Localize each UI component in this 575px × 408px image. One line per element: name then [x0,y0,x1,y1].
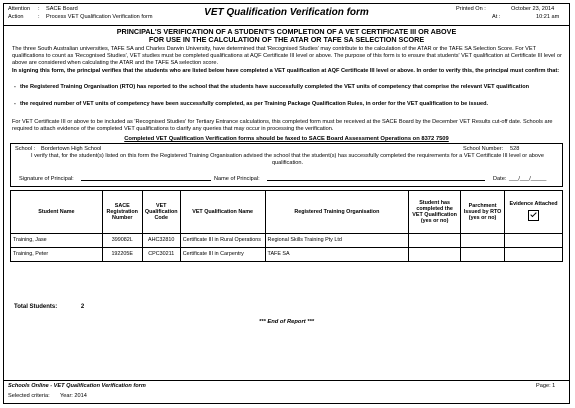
action-label: Action [8,14,24,20]
cell-rto: Regional Skills Training Pty Ltd [265,234,409,248]
report-header [4,4,569,24]
cell-evidence[interactable] [505,234,563,248]
school-name: Bordertown High School [41,146,102,152]
bullet-text: the Registered Training Organisation (RTO) has reported to the school that the students have successfully completed the VET units of competency that comprise the relevant VET qualification [20,84,530,90]
total-students [14,304,84,311]
col-vet-code: VET Qualification Code [142,191,180,234]
cell-vet-code: AHC32810 [142,234,180,248]
at-label: At : [492,14,501,20]
printed-time: 10:21 am [536,14,560,20]
bullet-item-units [14,101,560,108]
cell-rto: TAFE SA [265,248,409,262]
bullet-text: the required number of VET units of competency have been successfully completed, as per Training Package Qualification Rules, in order for the VET qualification to be issued. [20,101,489,107]
attention-colon: : [38,6,40,12]
footer-criteria-value: Year: 2014 [60,393,87,399]
cell-completed[interactable] [409,234,461,248]
table-header-row [11,191,563,234]
school-number: 528 [510,146,520,152]
cell-student-name: Training, Peter [11,248,103,262]
fax-instruction [4,136,569,143]
header-divider [4,25,569,26]
cell-completed[interactable] [409,248,461,262]
evidence-checkbox-icon[interactable] [528,210,539,221]
heading-line-1: PRINCIPAL'S VERIFICATION OF A STUDENT'S COMPLETION OF A VET CERTIFICATE III OR ABOVE [116,27,457,36]
end-of-report: *** End of Report *** [258,319,315,325]
cell-vet-name: Certificate III in Rural Operations [180,234,265,248]
attention-label: Attention [8,6,31,12]
footer-report-name: Schools Online - VET Qualification Verification form [8,383,146,389]
bullet-item-rto [14,84,560,91]
student-table [10,190,563,262]
col-completed: Student has completed the VET Qualification (yes or no) [409,191,461,234]
col-evidence [505,191,563,234]
col-parchment: Parchment Issued by RTO (yes or no) [461,191,505,234]
cutoff-paragraph: For VET Certificate III or above to be included as 'Recognised Studies' for Tertiary Entrance calculations, this completed form must be received at the SACE Board by the December VET Results cut-off date. Schools are required to attach evidence of the completed VET qualifications to clarify any queries that may occur in processing the verification. [12,119,553,133]
report-page [3,3,570,404]
table-row [11,248,563,262]
date-field[interactable]: ___/___/_____ [509,176,547,182]
printed-date: October 23, 2014 [511,6,555,12]
cell-evidence[interactable] [505,248,563,262]
cell-parchment[interactable] [461,234,505,248]
printed-label: Printed On : [456,6,486,12]
bullet-marker: - [14,84,16,90]
col-rto: Registered Training Organisation [265,191,409,234]
school-number-label: School Number: [463,146,504,152]
page-title: VET Qualification Verification form [204,7,369,18]
footer-page-number: Page: 1 [536,383,556,389]
verification-paragraph: In signing this form, the principal verifies that the students who are listed below have completed a VET qualification at AQF Certificate III level or above. In order to verify this, the principal must confirm that: [12,68,560,74]
action-colon: : [38,14,40,20]
heading-line-2: FOR USE IN THE CALCULATION OF THE ATAR OR TAFE SA SELECTION SCORE [148,35,425,44]
col-sace-number: SACE Registration Number [102,191,142,234]
principal-name-field[interactable] [267,175,485,181]
principal-name-label: Name of Principal: [214,176,260,182]
date-label: Date: [493,176,507,182]
footer-divider [4,380,569,381]
total-students-value: 2 [80,304,85,310]
fax-instruction-text: Completed VET Qualification Verification forms should be faxed to SACE Board Assessment Operations on 8372 7509 [124,136,449,142]
cell-parchment[interactable] [461,248,505,262]
cell-sace-number: 192205E [102,248,142,262]
intro-paragraph: The three South Australian universities, TAFE SA and Charles Darwin University, have determined that 'Recognised Studies' may contribute to the calculation of the ATAR or the TAFE SA Selection Score. For VET qualifications to count as 'Recognised Studies', VET studies must be completed qualifications at AQF Certificate III level or above. The purpose of this form is to ensure that students' VET qualification at Certificate III level or above are considered when calculating the ATAR and the TAFE SA selection score. [12,46,562,67]
col-evidence-label: Evidence Attached [509,201,558,208]
col-student-name: Student Name [11,191,103,234]
attention-value: SACE Board [46,6,78,12]
table-row [11,234,563,248]
bullet-marker: - [14,101,16,107]
total-students-label: Total Students: [14,304,58,310]
col-vet-name: VET Qualification Name [180,191,265,234]
cell-student-name: Training, Jase [11,234,103,248]
footer-criteria-label: Selected criteria: [8,393,50,399]
school-verification-box [10,143,563,187]
cell-vet-name: Certificate III in Carpentry [180,248,265,262]
signature-label: Signature of Principal: [19,176,74,182]
cell-vet-code: CPC30211 [142,248,180,262]
action-value: Process VET Qualification Verification form [46,14,153,20]
school-label: School : [15,146,36,152]
certification-text: I verify that, for the student(s) listed on this form the Registered Training Organisation advised the school that the student(s) has successfully completed the requirements for a VET Certificate III level or above qualification. [31,153,544,166]
signature-field[interactable] [81,175,211,181]
cell-sace-number: 399082L [102,234,142,248]
